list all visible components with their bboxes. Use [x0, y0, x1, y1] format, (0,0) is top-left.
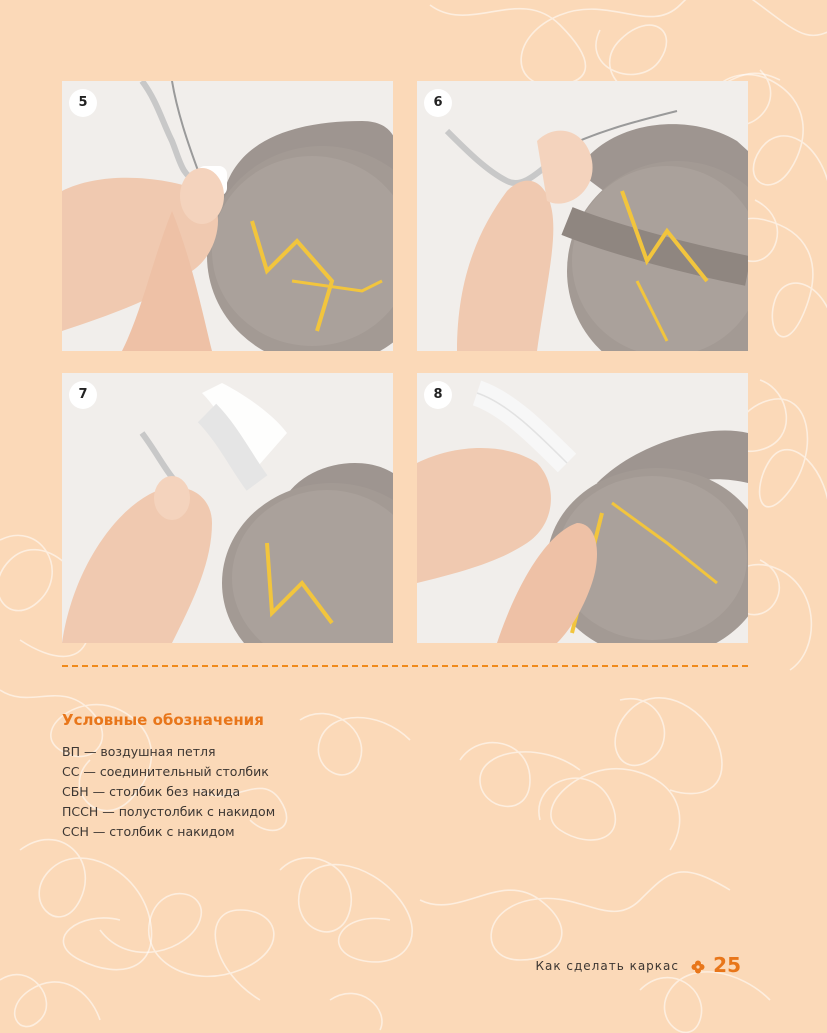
step-number-badge: 8 — [424, 381, 452, 409]
step-photo-5 — [62, 81, 393, 351]
section-divider — [62, 665, 748, 667]
step-number-badge: 6 — [424, 89, 452, 117]
page-number: 25 — [713, 953, 741, 977]
step-photo-7 — [62, 373, 393, 643]
legend-item: ВП — воздушная петля — [62, 744, 216, 759]
step-photo-8 — [417, 373, 748, 643]
legend-item: ПССН — полустолбик с накидом — [62, 804, 276, 819]
photo-illustration — [417, 81, 748, 351]
chapter-title: Как сделать каркас — [535, 959, 679, 973]
step-photo-6 — [417, 81, 748, 351]
step-number-badge: 7 — [69, 381, 97, 409]
legend-item: СБН — столбик без накида — [62, 784, 241, 799]
step-number-badge: 5 — [69, 89, 97, 117]
legend-title: Условные обозначения — [62, 711, 264, 729]
ornament-icon — [691, 960, 705, 974]
photo-illustration — [417, 373, 748, 643]
photo-illustration — [62, 81, 393, 351]
legend-list — [62, 742, 275, 842]
legend-item: СС — соединительный столбик — [62, 764, 269, 779]
legend-item: ССН — столбик с накидом — [62, 824, 235, 839]
photo-illustration — [62, 373, 393, 643]
